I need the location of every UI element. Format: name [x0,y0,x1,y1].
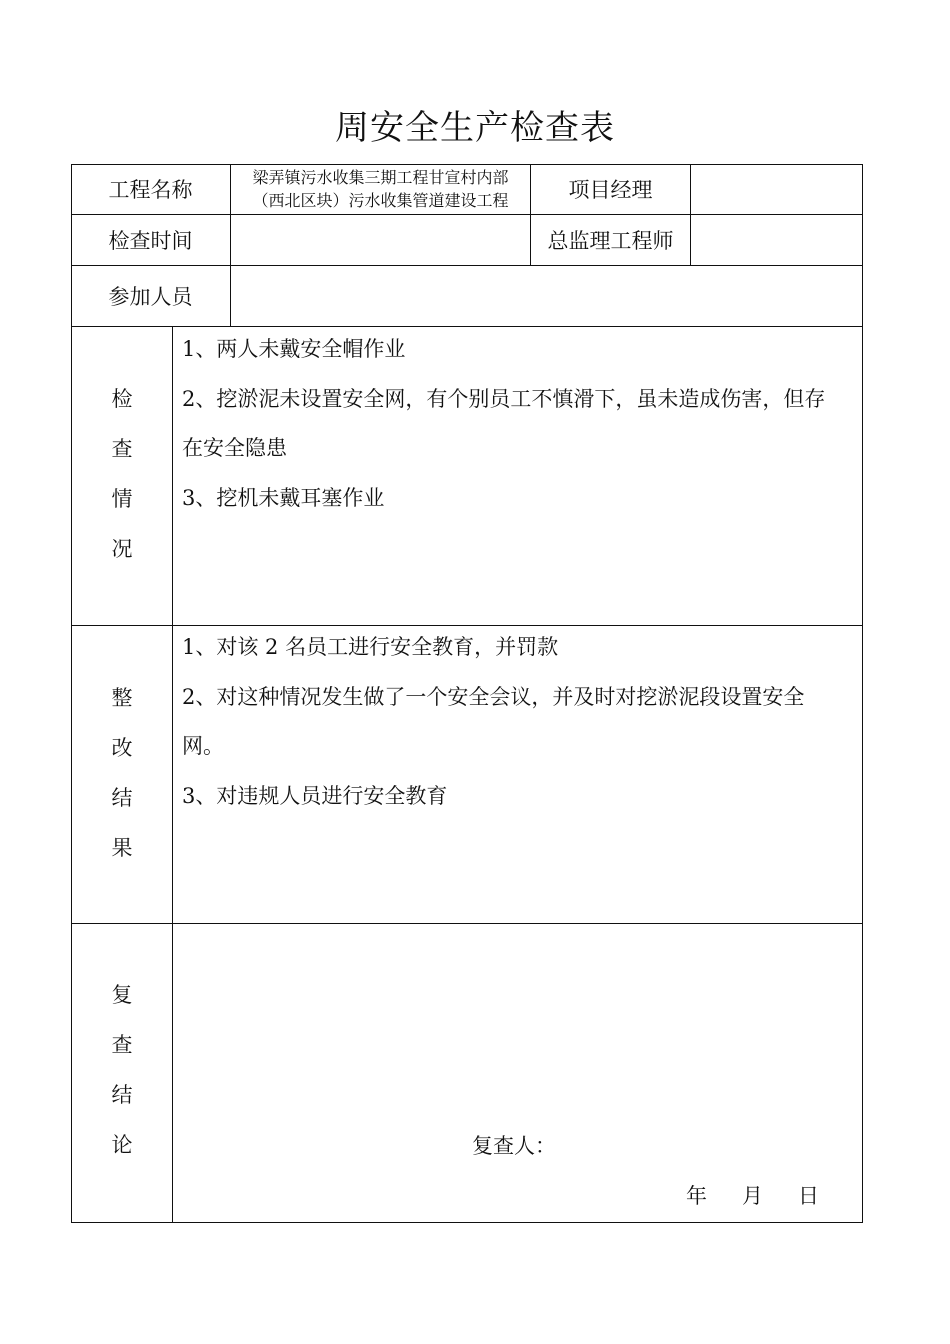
project-name-value-line2: （西北区块）污水收集管道建设工程 [252,191,509,210]
rectification-label-char: 果 [111,836,133,860]
inspection-item: 1、两人未戴安全帽作业 [182,337,406,361]
review-section-label [72,970,172,1170]
inspection-item: 在安全隐患 [182,436,287,460]
inspection-content [182,325,858,523]
inspection-label-char: 检 [111,387,133,411]
inspection-item: 2、挖淤泥未设置安全网，有个别员工不慎滑下，虽未造成伤害，但存 [182,386,826,411]
review-date-day: 日 [798,1184,819,1208]
inspection-item: 3、挖机未戴耳塞作业 [182,485,385,510]
project-name-label: 工程名称 [108,178,193,202]
rectification-label-char: 整 [111,686,133,710]
chief-supervisor-label: 总监理工程师 [547,229,674,253]
inspection-time-field[interactable] [231,215,530,265]
review-label-char: 论 [111,1133,133,1157]
review-date-year: 年 [686,1184,707,1208]
inspection-label-char: 查 [111,437,133,461]
table-border-bottom [71,1222,863,1223]
inspection-time-label: 检查时间 [108,229,193,253]
row-divider-5 [71,923,863,924]
project-name-value [231,164,530,214]
inspection-section-label [72,374,172,574]
review-label-char: 复 [111,983,133,1007]
review-date-month: 月 [742,1184,763,1208]
review-label-char: 查 [111,1033,133,1057]
inspection-label-char: 况 [111,537,133,561]
project-name-value-line1: 梁弄镇污水收集三期工程甘宣村内部 [252,168,509,187]
col-divider-d [172,326,173,1222]
rectification-label-char: 结 [111,786,133,810]
rectification-label-char: 改 [111,736,133,760]
table-border-right [862,164,863,1223]
rectification-section-label [72,673,172,873]
review-label-char: 结 [111,1083,133,1107]
project-manager-field[interactable] [691,164,862,214]
participants-label: 参加人员 [108,285,193,309]
rectification-content [182,623,858,821]
rectification-item: 1、对该 2 名员工进行安全教育，并罚款 [182,635,559,659]
chief-supervisor-field[interactable] [691,215,862,265]
rectification-item: 网。 [182,734,224,758]
rectification-item: 3、对违规人员进行安全教育 [182,783,448,808]
rectification-item: 2、对这种情况发生做了一个安全会议，并及时对挖淤泥段设置安全 [182,684,805,709]
inspection-label-char: 情 [111,487,133,511]
page-title: 周安全生产检查表 [335,108,615,148]
participants-field[interactable] [231,266,862,326]
project-manager-label: 项目经理 [568,178,653,202]
reviewer-label: 复查人： [472,1134,556,1158]
